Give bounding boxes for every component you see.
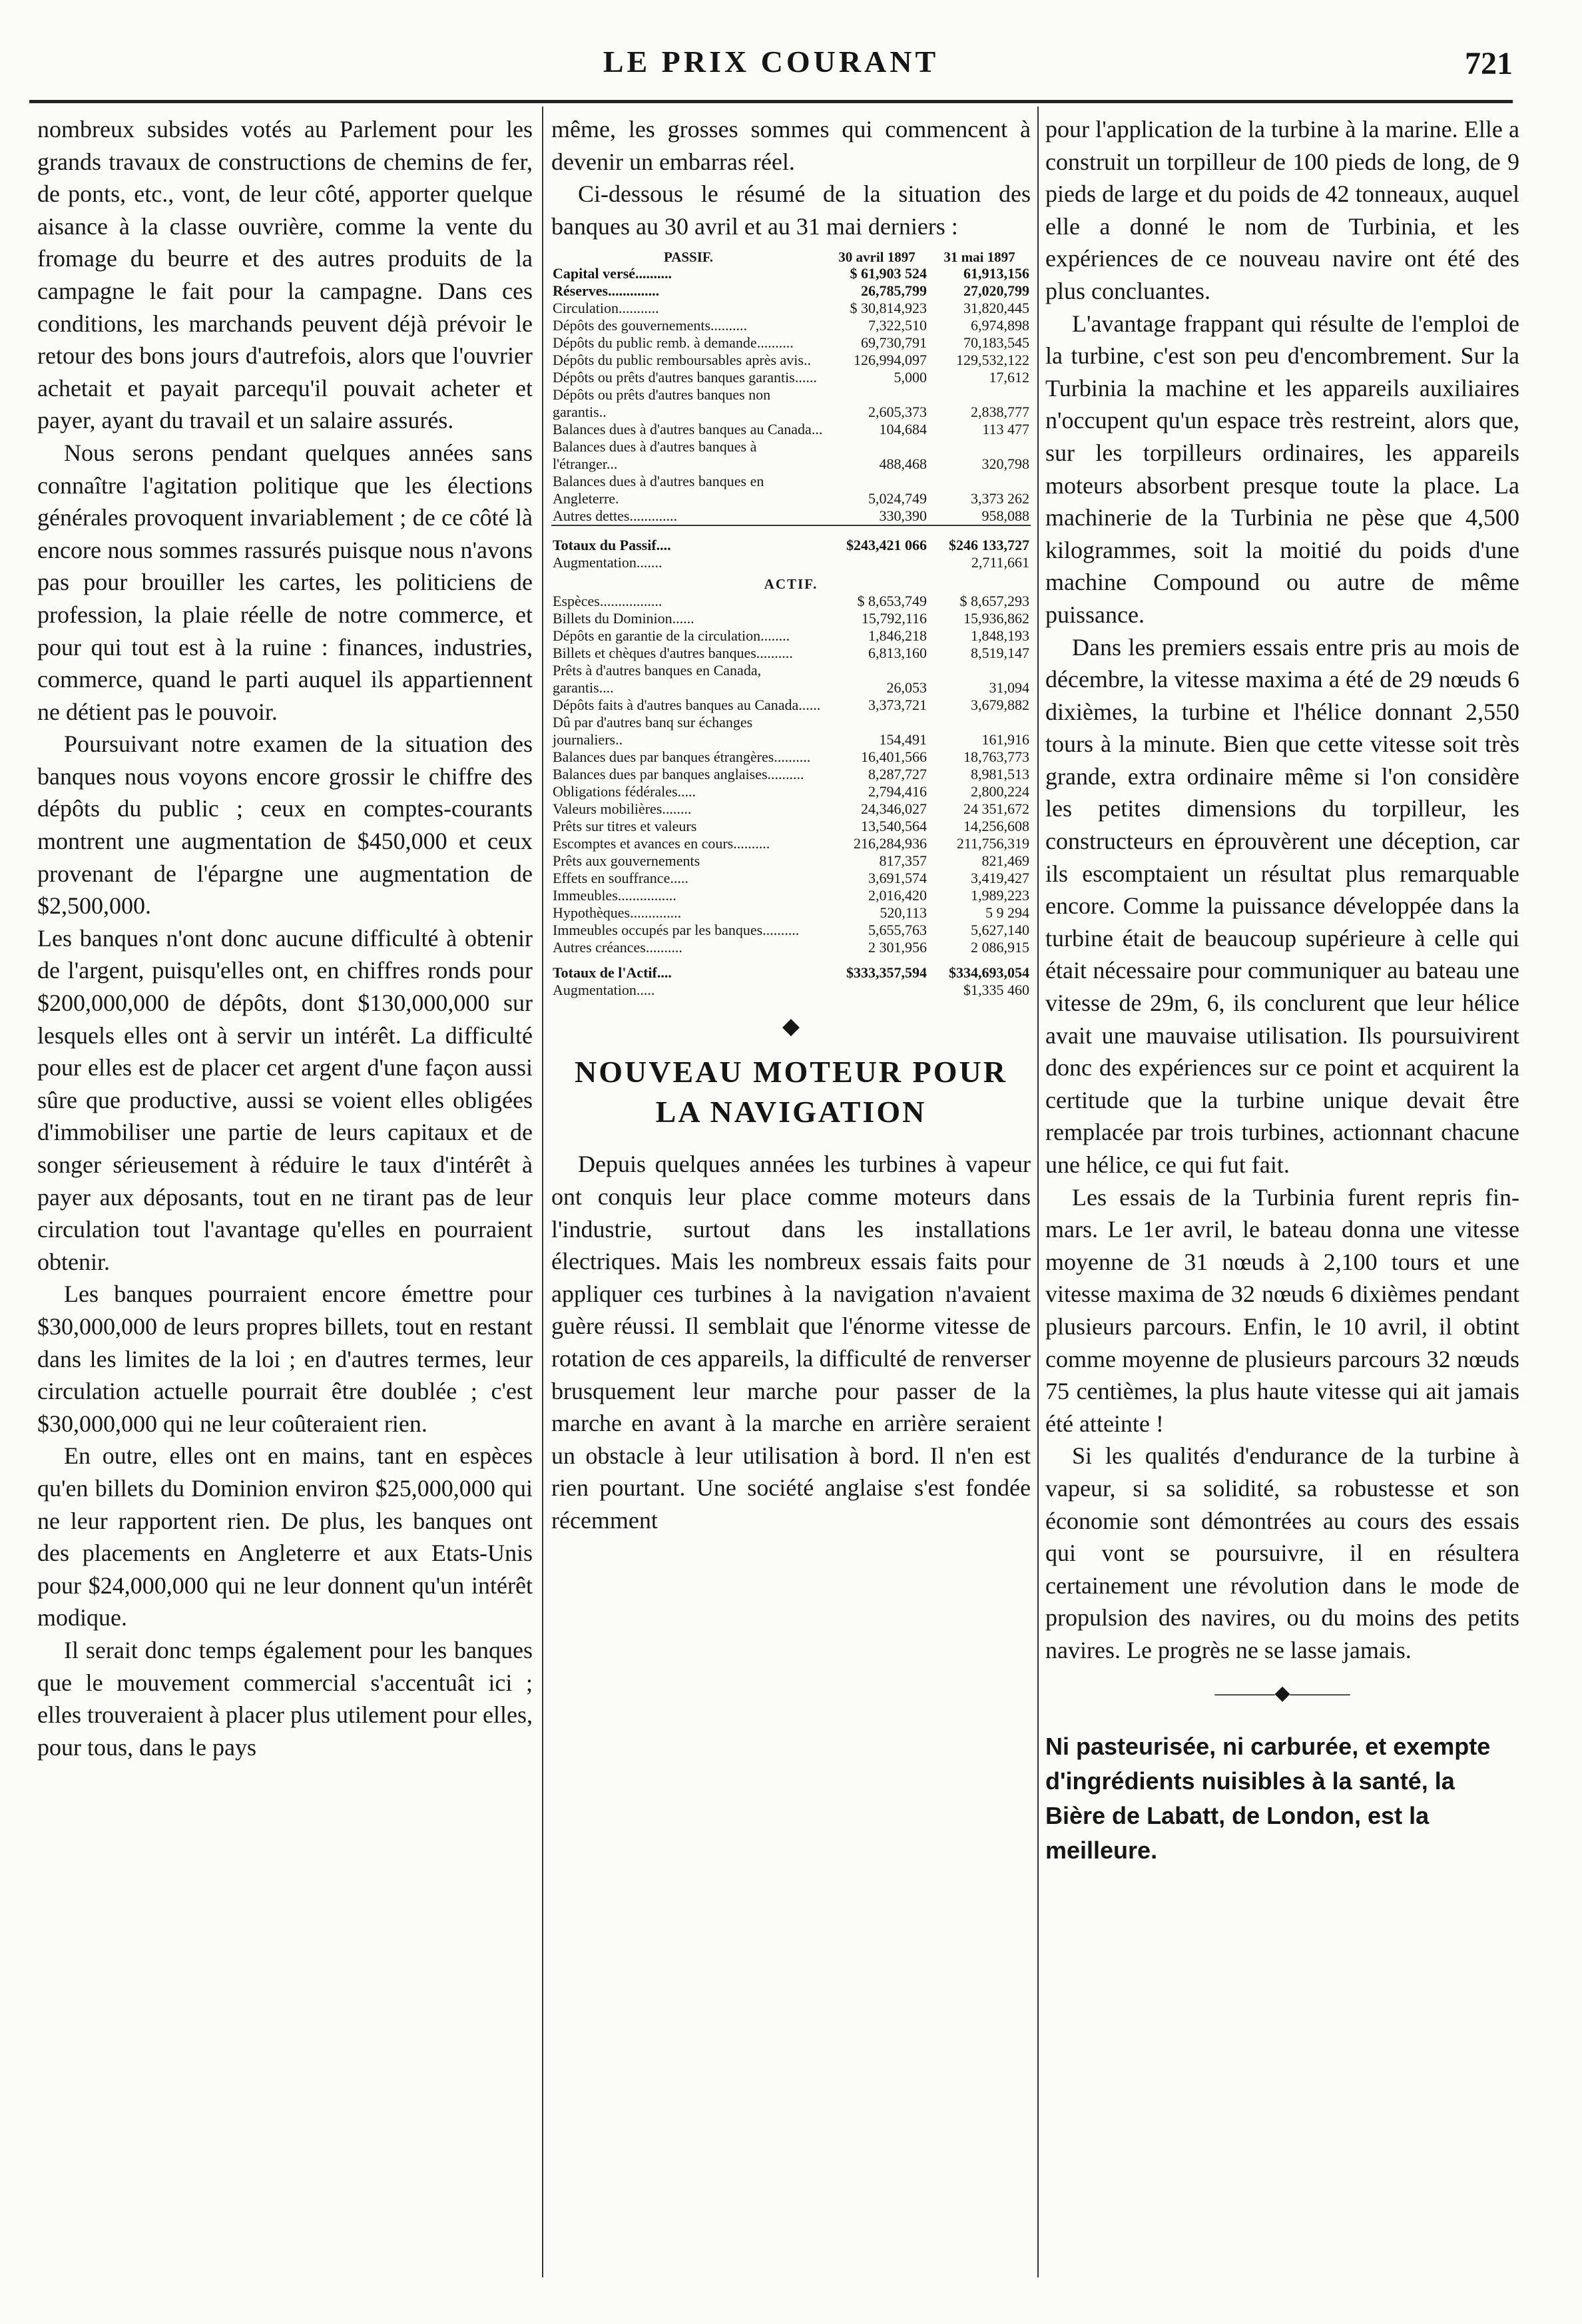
row-value: 958,088 <box>981 507 1029 525</box>
row-value: 2,605,373 <box>868 404 927 421</box>
paragraph: Dans les premiers essais entre pris au mois de décembre, la vitesse maxima a été de 29 nœuds 6 dixièmes, la turbine et l'hélice donnant 2,550 tours à la minute. Bien que cette vitesse soit très grande, extra ordinaire même si l'on considère les petites dimensions du torpilleur, les constructeurs en éprouvèrent une déception, car ils escomptaient un résultat plus remarquable encore. Comme la puissance développée dans la turbine était de beaucoup supérieure à celle qui était nécessaire pour communiquer au bateau une vitesse de 29m, 6, ils conclurent que leur hélice avait une mauvaise utilisation. Ils poursuivirent donc des expériences sur ce point et acquirent la certitude que la turbine unique devait être remplacée par trois turbines, actionnant chacune une hélice, ce qui fut fait. <box>1045 633 1519 1178</box>
paragraph: Les essais de la Turbinia furent repris fin-mars. Le 1er avril, le bateau donna une vitesse moyenne de 31 nœuds à 2,100 tours et une vitesse maxima de 32 nœuds 6 dixièmes pendant plusieurs parcours. Enfin, le 10 avril, il obtint comme moyenne de plusieurs parcours 32 nœuds 75 centièmes, la plus haute vitesse qui ait jamais été atteinte ! <box>1045 1183 1519 1437</box>
table-row <box>551 627 1031 645</box>
table-header-row <box>551 249 1031 265</box>
table-section-row <box>551 571 1031 593</box>
row-value: 17,612 <box>989 369 1029 386</box>
paragraph: En outre, elles ont en mains, tant en espèces qu'en billets du Dominion environ $25,000,000 qui ne leur rapportent rien. De plus, les banques ont des placements en Angleterre et aux Etats-Unis pour $24,000,000 qui ne leur donnent qu'un intérêt modique. <box>37 1442 533 1631</box>
row-label: Balances dues par banques étrangères.......... <box>553 748 811 766</box>
table-row <box>551 593 1031 610</box>
table-row <box>551 766 1031 783</box>
paragraph: Si les qualités d'endurance de la turbine à vapeur, si sa solidité, sa robustesse et son économie sont démontrées au cours des essais qui vont se poursuivre, il en résultera certainement une révolution dans le mode de propulsion des navires, ou du moins des petits navires. Le progrès ne se lasse jamais. <box>1045 1442 1519 1663</box>
column-divider <box>542 107 543 2277</box>
paragraph: pour l'application de la turbine à la marine. Elle a construit un torpilleur de 100 pieds de long, de 9 pieds de large et du poids de 42 tonneaux, auquel elle a donné le nom de Turbinia, et les expériences de ce nouveau navire ont été des plus concluantes. <box>1045 116 1519 304</box>
row-label: Obligations fédérales..... <box>553 783 696 800</box>
row-value: 3,679,882 <box>971 697 1029 714</box>
row-label: Dû par d'autres banq sur échanges journaliers.. <box>553 714 753 748</box>
increase-value <box>826 982 928 999</box>
row-value: 2,838,777 <box>971 404 1029 421</box>
increase-value: $1,335 460 <box>963 982 1029 999</box>
paragraph: même, les grosses sommes qui commencent à devenir un embarras réel. <box>551 116 1031 175</box>
column-header: 31 mai 1897 <box>943 249 1015 266</box>
table-row <box>551 610 1031 627</box>
page-number: 721 <box>1465 46 1513 81</box>
increase-label: Augmentation..... <box>553 982 655 999</box>
row-value: $ 30,814,923 <box>850 300 927 317</box>
row-value: 18,763,773 <box>963 748 1029 766</box>
row-label: Dépôts du public remboursables après avis.. <box>553 352 811 369</box>
table-row <box>551 922 1031 939</box>
row-value: 15,792,116 <box>861 610 927 627</box>
row-value: 16,401,566 <box>861 748 927 766</box>
table-row <box>551 507 1031 525</box>
section-separator: ◆ <box>782 1014 800 1039</box>
row-value: 216,284,936 <box>854 835 927 852</box>
row-value: 5,024,749 <box>868 490 927 507</box>
row-value: 2 301,956 <box>868 939 927 956</box>
total-label: Totaux de l'Actif.... <box>553 964 672 982</box>
table-row <box>551 904 1031 922</box>
table-row <box>551 300 1031 317</box>
advertisement-separator: ———◆——— <box>1214 1681 1350 1704</box>
total-value: $243,421 066 <box>846 537 927 554</box>
row-label: Prêts sur titres et valeurs <box>553 818 697 835</box>
row-label: Dépôts ou prêts d'autres banques garantis...... <box>553 369 817 386</box>
row-label: Escomptes et avances en cours.......... <box>553 835 770 852</box>
row-label: Espèces................. <box>553 593 662 610</box>
row-value: 13,540,564 <box>861 818 927 835</box>
row-value: 821,469 <box>981 852 1029 870</box>
table-row <box>551 818 1031 835</box>
table-row <box>551 783 1031 800</box>
row-value: 320,798 <box>981 455 1029 473</box>
row-label: Prêts aux gouvernements <box>553 852 700 870</box>
table-row <box>551 421 1031 438</box>
paragraph: Les banques n'ont donc aucune difficulté à obtenir de l'argent, puisqu'elles ont, en chiffres ronds pour $200,000,000 de dépôts, dont $130,000,000 sur lesquels elles ont à servir un intérêt. La difficulté pour elles est de placer cet argent d'une façon aussi sûre que productive, aussi se voient elles obligées d'immobiliser une partie de leurs capitaux et de songer sérieusement à réduire le taux d'intérêt à payer aux déposants, tout en ne tirant pas de leur circulation tout l'avantage qu'elles en pourraient obtenir. <box>37 924 533 1275</box>
row-value: 3,691,574 <box>868 870 927 887</box>
column-divider <box>1037 107 1039 2277</box>
row-value: 2,794,416 <box>868 783 927 800</box>
row-label: Immeubles................ <box>553 887 676 904</box>
paragraph: L'avantage frappant qui résulte de l'emploi de la turbine, c'est son peu d'encombrement. Sur la Turbinia la machine et les appareils auxiliaires n'occupent qu'un espace très restreint, alors que, sur les torpilleurs ordinaires, les appareils moteurs absorbent presque toute la place. La machinerie de la Turbinia ne pèse que 4,500 kilogrammes, soit la moitié du poids d'une machine Compound ou autre de même puissance. <box>1045 310 1519 628</box>
row-value: 24 351,672 <box>963 800 1029 818</box>
table-row <box>551 697 1031 714</box>
total-value: $246 133,727 <box>949 537 1029 554</box>
paragraph: Depuis quelques années les turbines à vapeur ont conquis leur place comme moteurs dans l'industrie, surtout dans les installations électriques. Mais les nombreux essais faits pour appliquer ces turbines à la navigation n'avaient guère réussi. Il semblait que l'énorme vitesse de rotation de ces appareils, la difficulté de renverser brusquement leur marche pour passer de la marche en avant à la marche en arrière seraient un obstacle à leur utilisation à bord. Il n'en est rien pourtant. Une société anglaise s'est fondée récemment <box>551 1151 1031 1534</box>
row-value: 154,491 <box>879 731 927 748</box>
row-value: 5 9 294 <box>985 904 1029 922</box>
row-value: 2,016,420 <box>868 887 927 904</box>
table-row <box>551 714 1031 748</box>
table-row <box>551 438 1031 473</box>
row-value: 1,846,218 <box>868 627 927 645</box>
table-row <box>551 645 1031 662</box>
paragraph: Les banques pourraient encore émettre pour $30,000,000 de leurs propres billets, tout en restant dans les limites de la loi ; en d'autres termes, leur circulation actuelle pourrait être doublée ; c'est $30,000,000 qui ne leur coûteraient rien. <box>37 1281 533 1437</box>
row-value: 8,287,727 <box>868 766 927 783</box>
row-label: Dépôts faits à d'autres banques au Canada...... <box>553 697 821 714</box>
row-label: Circulation........... <box>553 300 659 317</box>
row-value: 15,936,862 <box>963 610 1029 627</box>
row-label: Dépôts du public remb. à demande.......... <box>553 334 794 352</box>
row-label: Prêts à d'autres banques en Canada, garantis.... <box>553 662 762 697</box>
row-value: $ 61,903 524 <box>850 265 927 282</box>
row-value: 5,627,140 <box>971 922 1029 939</box>
row-value: 31,094 <box>989 679 1029 697</box>
paragraph: Ci-dessous le résumé de la situation des banques au 30 avril et au 31 mai derniers : <box>551 180 1031 240</box>
row-label: Effets en souffrance..... <box>553 870 688 887</box>
row-label: Capital versé.......... <box>553 265 672 282</box>
row-value: 24,346,027 <box>861 800 927 818</box>
increase-value <box>826 554 928 571</box>
row-value: 70,183,545 <box>963 334 1029 352</box>
row-value: 7,322,510 <box>868 317 927 334</box>
row-value: $ 8,657,293 <box>959 593 1029 610</box>
row-value: 113 477 <box>982 421 1029 438</box>
row-label: Valeurs mobilières........ <box>553 800 692 818</box>
increase-value: 2,711,661 <box>971 554 1029 571</box>
row-value: 161,916 <box>981 731 1029 748</box>
table-row <box>551 887 1031 904</box>
row-value: 5,000 <box>894 369 927 386</box>
row-value: 31,820,445 <box>963 300 1029 317</box>
row-label: Balances dues à d'autres banques au Canada... <box>553 421 823 438</box>
right-column <box>1045 113 1519 2271</box>
row-value: 3,419,427 <box>971 870 1029 887</box>
row-label: Immeubles occupés par les banques.......... <box>553 922 800 939</box>
row-value: 3,373,721 <box>868 697 927 714</box>
row-label: Balances dues à d'autres banques en Angleterre. <box>553 473 764 507</box>
advertisement: Ni pasteurisée, ni carburée, et exempte d'ingrédients nuisibles à la santé, la Bière de Labatt, de London, est la meilleure. <box>1045 1733 1491 1865</box>
table-row <box>551 835 1031 852</box>
row-value: 6,974,898 <box>971 317 1029 334</box>
row-label: Billets et chèques d'autres banques.......... <box>553 645 793 662</box>
row-label: Dépôts en garantie de la circulation........ <box>553 627 790 645</box>
row-label: Balances dues par banques anglaises.......... <box>553 766 804 783</box>
row-value: 2,800,224 <box>971 783 1029 800</box>
row-label: Dépôts des gouvernements.......... <box>553 317 748 334</box>
table-row <box>551 662 1031 697</box>
section-title: NOUVEAU MOTEUR POUR LA NAVIGATION <box>575 1055 1007 1129</box>
row-value: 14,256,608 <box>963 818 1029 835</box>
row-label: Balances dues à d'autres banques à l'étranger... <box>553 438 757 473</box>
table-row <box>551 317 1031 334</box>
row-value: 1,989,223 <box>971 887 1029 904</box>
total-value: $334,693,054 <box>949 964 1029 982</box>
row-value: $ 8,653,749 <box>857 593 927 610</box>
row-value: 2 086,915 <box>971 939 1029 956</box>
column-header: 30 avril 1897 <box>838 249 916 266</box>
row-value: 27,020,799 <box>963 282 1029 300</box>
row-value: 211,756,319 <box>956 835 1029 852</box>
page-header <box>29 39 1513 105</box>
total-label: Totaux du Passif.... <box>553 537 671 554</box>
passif-label: PASSIF. <box>663 249 714 266</box>
row-value: 520,113 <box>880 904 927 922</box>
row-value: 330,390 <box>879 507 927 525</box>
table-row <box>551 369 1031 386</box>
paragraph: Il serait donc temps également pour les banques que le mouvement commercial s'accentuât ici ; elles trouveraient à placer plus utilement pour elles, pour tous, dans le pays <box>37 1636 533 1761</box>
row-label: Réserves.............. <box>553 282 660 300</box>
row-value: 817,357 <box>879 852 927 870</box>
row-value: 69,730,791 <box>861 334 927 352</box>
row-value: 3,373 262 <box>971 490 1029 507</box>
total-value: $333,357,594 <box>846 964 927 982</box>
table-row <box>551 473 1031 507</box>
row-label: Hypothèques.............. <box>553 904 682 922</box>
table-total-row <box>551 529 1031 554</box>
table-row <box>551 386 1031 421</box>
increase-label: Augmentation....... <box>553 554 662 571</box>
actif-label: ACTIF. <box>764 576 818 593</box>
middle-column <box>551 113 1031 2271</box>
table-row <box>551 939 1031 956</box>
row-value: 26,785,799 <box>861 282 927 300</box>
row-value: 8,981,513 <box>971 766 1029 783</box>
left-column <box>37 113 533 2271</box>
header-rule <box>29 100 1513 103</box>
table-row <box>551 265 1031 282</box>
table-increase-row <box>551 982 1031 999</box>
row-value: 8,519,147 <box>971 645 1029 662</box>
running-title: LE PRIX COURANT <box>603 45 939 79</box>
bank-summary-table <box>551 249 1031 999</box>
table-increase-row <box>551 554 1031 571</box>
row-value: 61,913,156 <box>963 265 1029 282</box>
paragraph: Poursuivant notre examen de la situation des banques nous voyons encore grossir le chiffre des dépôts du public ; ceux en comptes-courants montrent une augmentation de $450,000 et ceux provenant de l'épargne une augmentation de $2,500,000. <box>37 730 533 920</box>
table-row <box>551 800 1031 818</box>
row-value: 488,468 <box>879 455 927 473</box>
row-label: Dépôts ou prêts d'autres banques non garantis.. <box>553 386 771 421</box>
table-row <box>551 282 1031 300</box>
table-row <box>551 870 1031 887</box>
paragraph: Nous serons pendant quelques années sans connaître l'agitation politique que les élections générales provoquent invariablement ; de ce côté là encore nous sommes rassurés puisque nous n'avons pas pour brouiller les cartes, les politiciens de profession, la plaie réelle de notre commerce, et pour qui tout est à la ruine : finances, industries, commerce, quand le parti auquel ils appartiennent ne détient pas le pouvoir. <box>37 439 533 725</box>
paragraph: nombreux subsides votés au Parlement pour les grands travaux de constructions de chemins de fer, de ponts, etc., vont, de leur côté, apporter quelque aisance à la classe ouvrière, comme la vente du fromage du beurre et des autres produits de la campagne le fait pour la campagne. Dans ces conditions, les marchands peuvent déjà prévoir le retour des bons jours d'autrefois, alors que l'ouvrier achetait et payait parcequ'il pouvait acheter et payer, ayant du travail et un salaire assurés. <box>37 116 533 434</box>
table-total-row <box>551 956 1031 982</box>
table-row <box>551 334 1031 352</box>
row-value: 5,655,763 <box>868 922 927 939</box>
row-value: 6,813,160 <box>868 645 927 662</box>
row-value: 1,848,193 <box>971 627 1029 645</box>
row-value: 129,532,122 <box>956 352 1029 369</box>
row-label: Autres créances.......... <box>553 939 682 956</box>
table-row <box>551 352 1031 369</box>
row-value: 26,053 <box>886 679 927 697</box>
row-label: Billets du Dominion...... <box>553 610 694 627</box>
row-value: 104,684 <box>879 421 927 438</box>
row-value: 126,994,097 <box>854 352 927 369</box>
table-row <box>551 852 1031 870</box>
table-row <box>551 748 1031 766</box>
row-label: Autres dettes............. <box>553 507 677 525</box>
